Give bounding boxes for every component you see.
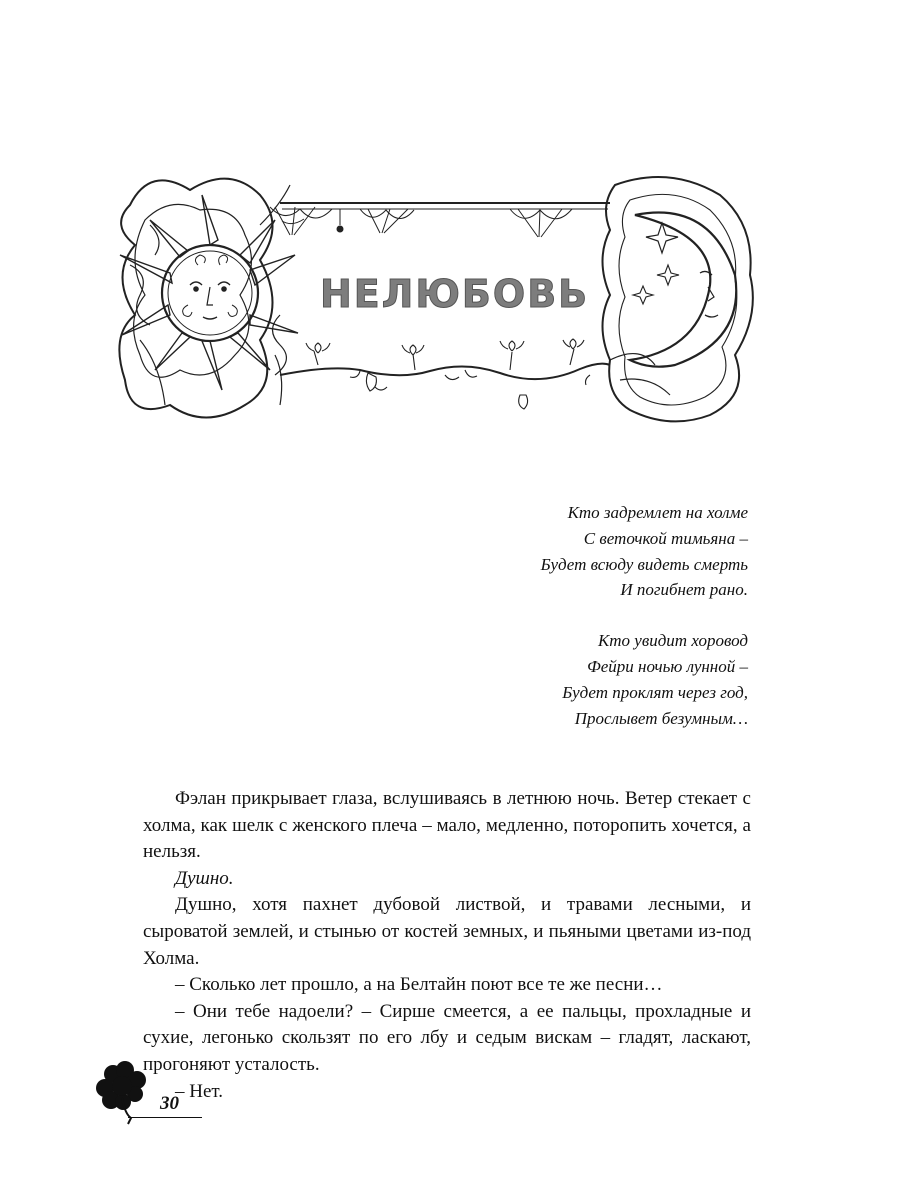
dialogue-line: – Сколько лет прошло, а на Белтайн поют все те же песни… bbox=[175, 974, 663, 996]
epigraph-line: Кто увидит хоровод bbox=[597, 631, 748, 651]
sun-icon bbox=[119, 179, 298, 418]
paragraph: Фэлан прикрывает глаза, вслушиваясь в летнюю ночь. Ветер стекает с холма, как шелк с женского плеча – мало, медленно, поторопить хочется, а нельзя. bbox=[143, 788, 751, 863]
cobweb-icon bbox=[270, 207, 572, 237]
epigraph-stanza bbox=[348, 628, 748, 731]
epigraph-line: Будет проклят через год, bbox=[562, 682, 748, 702]
epigraph-line: Кто задремлет на холме bbox=[567, 503, 748, 522]
flower-icon bbox=[306, 339, 590, 409]
footer-rule bbox=[128, 1117, 202, 1118]
paragraph bbox=[143, 866, 751, 893]
paragraph-emphasis: Душно. bbox=[175, 867, 234, 889]
epigraph-line: Фейри ночью лунной – bbox=[587, 656, 748, 676]
chapter-title: НЕЛЮБОВЬ bbox=[320, 272, 590, 316]
paragraph: Душно, хотя пахнет дубовой листвой, и травами лесными, и сыроватой землей, и стынью от костей земных, и пьяными цветами из-под Холма. bbox=[143, 894, 751, 969]
epigraph-stanza bbox=[348, 500, 748, 603]
epigraph-line: Прослывет безумным… bbox=[574, 708, 748, 728]
page-number: 30 bbox=[160, 1093, 179, 1114]
moon-icon bbox=[603, 177, 753, 421]
epigraph-line: И погибнет рано. bbox=[620, 580, 748, 600]
dialogue-line: – Нет. bbox=[175, 1080, 224, 1102]
body-text bbox=[143, 786, 751, 1105]
epigraph-line: С веточкой тимьяна – bbox=[583, 528, 748, 548]
epigraph-line: Будет всюду видеть смерть bbox=[540, 554, 748, 574]
dialogue-line: – Они тебе надоели? – Сирше смеется, а ее пальцы, прохладные и сухие, легонько скользят по его лбу и седым вискам – гладят, ласкают, прогоняют усталость. bbox=[143, 1000, 751, 1075]
epigraph bbox=[348, 500, 748, 756]
